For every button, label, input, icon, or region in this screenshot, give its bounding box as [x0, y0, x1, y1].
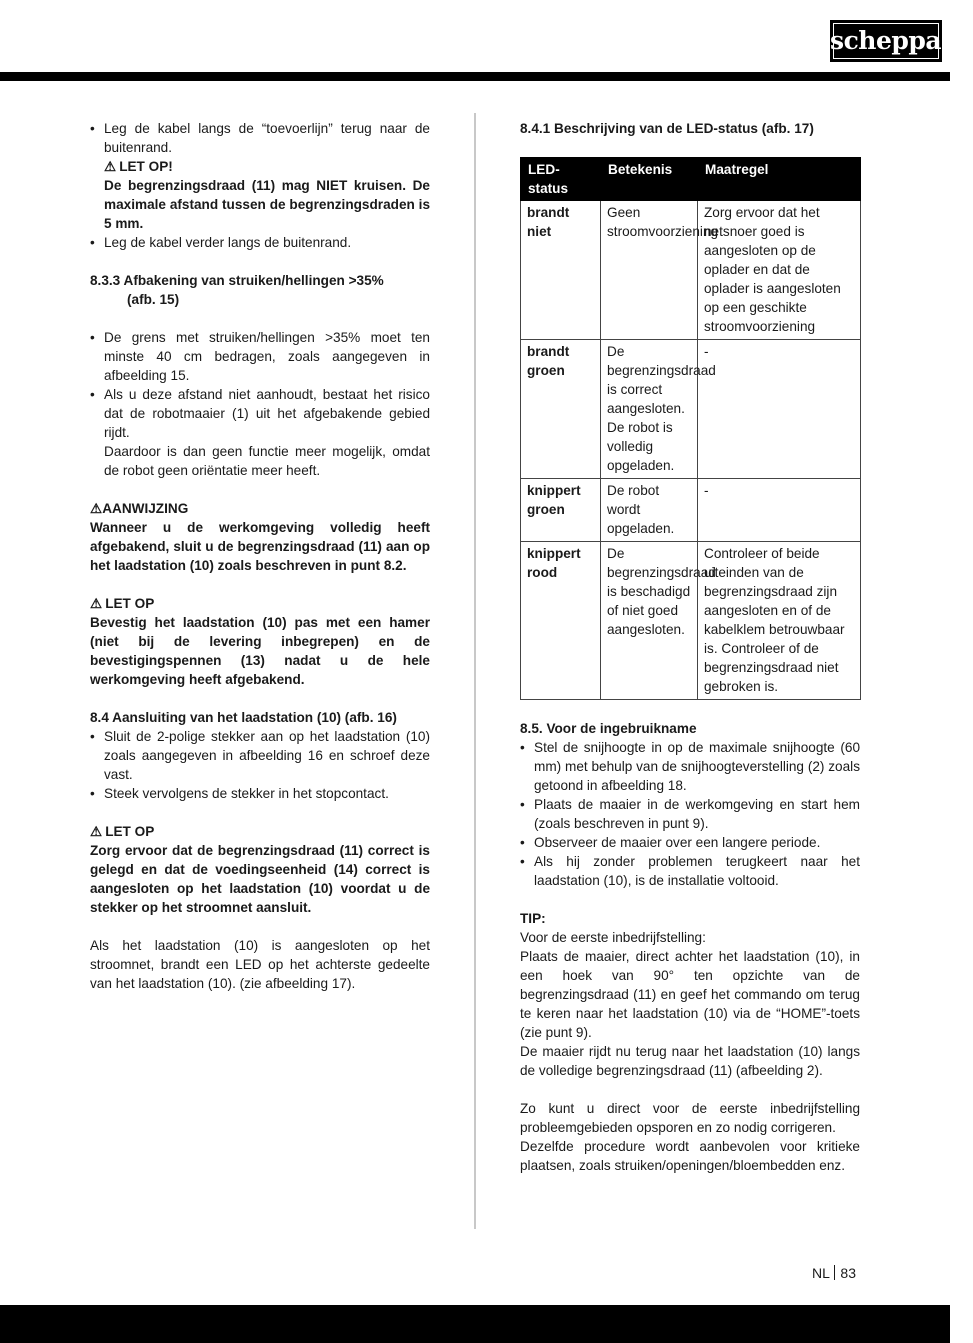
warning-label: LET OP! — [119, 159, 173, 174]
table-row — [521, 542, 861, 700]
section-heading-84: 8.4 Aansluiting van het laadstation (10) (afb. 16) — [90, 710, 397, 725]
warning-triangle-icon: ⚠ — [90, 824, 103, 839]
heading-line: (afb. 15) — [127, 292, 180, 307]
warning-triangle-icon: ⚠ — [90, 501, 103, 516]
list-item: • Sluit de 2-polige stekker aan op het laadstation (10) zoals aangegeven in afbeelding 16 en schroef deze vast. — [90, 727, 430, 784]
bullet-list — [90, 233, 430, 252]
warning-triangle-icon: ⚠ — [90, 596, 103, 611]
table-cell: knippert rood — [521, 542, 601, 700]
logo-border — [833, 23, 939, 59]
table-cell: De begrenzingsdraad is beschadigd of niet goed aangesloten. — [601, 542, 698, 700]
paragraph: Zo kunt u direct voor de eerste inbedrijfstelling probleemgebieden opsporen en zo nodig corrigeren. — [520, 1101, 860, 1135]
warning-heading — [90, 157, 430, 176]
list-item: • Steek vervolgens de stekker in het stopcontact. — [90, 784, 430, 803]
bullet-list — [520, 738, 860, 890]
bullet-list — [90, 727, 430, 803]
warning-label: LET OP — [105, 824, 155, 839]
warning-triangle-icon: ⚠ — [104, 159, 117, 174]
table-header-row — [521, 158, 861, 201]
footer-bar — [0, 1305, 950, 1343]
list-item: • Plaats de maaier in de werkomgeving en start hem (zoals beschreven in punt 9). — [520, 795, 860, 833]
left-column — [90, 119, 430, 993]
tip-heading: TIP: — [520, 911, 546, 926]
logo-text: scheppach — [830, 26, 973, 55]
page-number — [812, 1264, 856, 1283]
list-item: • Leg de kabel langs de “toevoerlijn” terug naar de buitenrand. — [90, 119, 430, 157]
table-row — [521, 201, 861, 340]
note-label: AANWIJZING — [102, 501, 189, 516]
list-item: • Leg de kabel verder langs de buitenrand. — [90, 233, 430, 252]
paragraph: Plaats de maaier, direct achter het laadstation (10), in een hoek van 90° ten opzichte van de begrenzingsdraad (11) en geef het commando om terug te keren naar het laadstation (10) via de “HOME”-toets (zie punt 9). — [520, 949, 860, 1040]
paragraph: Als het laadstation (10) is aangesloten op het stroomnet, brandt een LED op het achterste gedeelte van het laadstation (10). (zie afbeelding 17). — [90, 938, 430, 991]
paragraph: Daardoor is dan geen functie meer mogelijk, omdat de robot geen oriëntatie meer heeft. — [104, 444, 430, 478]
table-cell: De begrenzingsdraad is correct aangesloten. De robot is volledig opgeladen. — [601, 340, 698, 479]
table-cell: brandt groen — [521, 340, 601, 479]
warning-text: Zorg ervoor dat de begrenzingsdraad (11) correct is gelegd en dat de voedingseenheid (14) correct is aangesloten op het laadstation (10) voordat u de stekker op het stroomnet aansluit. — [90, 843, 430, 915]
bullet-list — [90, 328, 430, 442]
warning-text: De begrenzingsdraad (11) mag NIET kruisen. De maximale afstand tussen de begrenzingsdraden is 5 mm. — [104, 178, 430, 231]
page-number-value: 83 — [840, 1265, 856, 1281]
warning-heading — [90, 594, 430, 613]
table-cell: Controleer of beide uiteinden van de begrenzingsdraad zijn aangesloten en of de kabelklem betrouwbaar is. Controleer of de begrenzingsdraad niet gebroken is. — [698, 542, 861, 700]
section-heading-85: 8.5. Voor de ingebruikname — [520, 721, 697, 736]
table-row — [521, 479, 861, 542]
paragraph: Dezelfde procedure wordt aanbevolen voor kritieke plaatsen, zoals struiken/openingen/bloembedden enz. — [520, 1139, 860, 1173]
note-heading — [90, 499, 430, 518]
column-header: Betekenis — [601, 158, 698, 201]
table-cell: knippert groen — [521, 479, 601, 542]
warning-heading — [90, 822, 430, 841]
section-heading-833 — [90, 271, 430, 309]
warning-text: Bevestig het laadstation (10) pas met een hamer (niet bij de levering inbegrepen) en de bevestigingspennen (13) nadat u de hele werkomgeving heeft afgebakend. — [90, 615, 430, 687]
led-status-table — [520, 157, 861, 700]
section-heading-841: 8.4.1 Beschrijving van de LED-status (afb. 17) — [520, 121, 814, 136]
table-cell: De robot wordt opgeladen. — [601, 479, 698, 542]
column-header: Maatregel — [698, 158, 861, 201]
column-header: LED-status — [521, 158, 601, 201]
table-cell: Zorg ervoor dat het netsnoer goed is aangesloten op de oplader en dat de oplader is aangesloten op een geschikte stroomvoorziening — [698, 201, 861, 340]
header-bar — [0, 72, 950, 81]
table-cell: brandt niet — [521, 201, 601, 340]
list-item: • Observeer de maaier over een langere periode. — [520, 833, 860, 852]
table-cell: - — [698, 340, 861, 479]
language-code: NL — [812, 1265, 830, 1281]
paragraph: Voor de eerste inbedrijfstelling: — [520, 930, 706, 945]
list-item: • De grens met struiken/hellingen >35% moet ten minste 40 cm bedragen, zoals aangegeven in afbeelding 15. — [90, 328, 430, 385]
list-item: • Als u deze afstand niet aanhoudt, bestaat het risico dat de robotmaaier (1) uit het afgebakende gebied rijdt. — [90, 385, 430, 442]
list-item: • Als hij zonder problemen terugkeert naar het laadstation (10), is de installatie voltooid. — [520, 852, 860, 890]
table-cell: - — [698, 479, 861, 542]
bullet-list — [90, 119, 430, 157]
paragraph: De maaier rijdt nu terug naar het laadstation (10) langs de volledige begrenzingsdraad (11) (afbeelding 2). — [520, 1044, 860, 1078]
note-text: Wanneer u de werkomgeving volledig heeft afgebakend, sluit u de begrenzingsdraad (11) aan op het laadstation (10) zoals beschreven in punt 8.2. — [90, 520, 430, 573]
table-row — [521, 340, 861, 479]
list-item: • Stel de snijhoogte in op de maximale snijhoogte (60 mm) met behulp van de snijhoogteverstelling (2) zoals getoond in afbeelding 18. — [520, 738, 860, 795]
heading-line: 8.3.3 Afbakening van struiken/hellingen >35% — [90, 273, 384, 288]
table-cell: Geen stroomvoorziening — [601, 201, 698, 340]
warning-label: LET OP — [105, 596, 155, 611]
right-column — [520, 119, 860, 1175]
brand-logo — [830, 20, 973, 62]
separator — [834, 1265, 836, 1280]
column-divider — [474, 113, 476, 1229]
